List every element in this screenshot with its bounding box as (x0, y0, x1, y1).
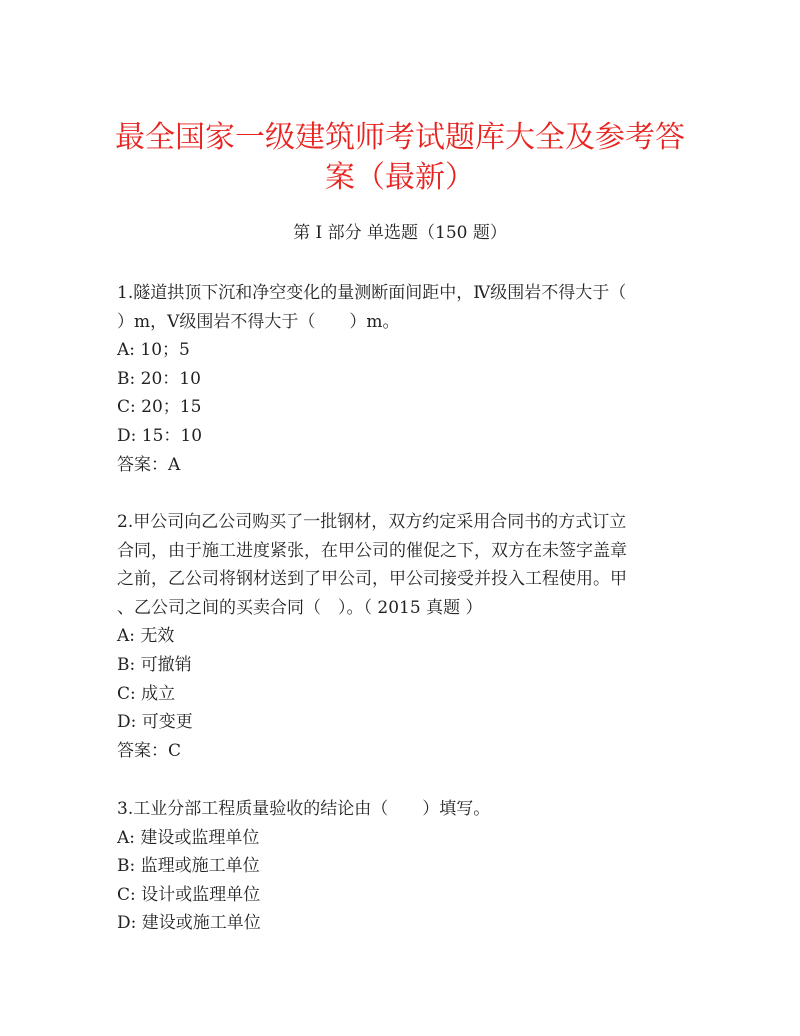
option-b: B: 可撤销 (117, 654, 192, 675)
option-b: B: 监理或施工单位 (117, 856, 260, 877)
option-b: B: 20：10 (117, 368, 201, 389)
question-3 (117, 795, 687, 938)
question-2 (117, 508, 687, 765)
option-a: A: 10；5 (117, 340, 190, 361)
section-heading: 第 I 部分 单选题（150 题） (293, 223, 507, 243)
question-1 (117, 279, 687, 479)
option-c: C: 20；15 (117, 397, 202, 418)
option-d: D: 15：10 (117, 425, 203, 446)
answer: 答案：C (117, 740, 182, 761)
option-d: D: 建设或施工单位 (117, 913, 261, 934)
stem-line: 之前，乙公司将钢材送到了甲公司，甲公司接受并投入工程使用。甲 (117, 569, 627, 590)
option-a: A: 无效 (117, 626, 175, 647)
stem-line: 1.隧道拱顶下沉和净空变化的量测断面间距中，Ⅳ级围岩不得大于（ (117, 283, 627, 303)
stem-line: 3.工业分部工程质量验收的结论由（ ）填写。 (117, 799, 491, 819)
stem-line: 、乙公司之间的买卖合同（ ）。（ 2015 真题 ） (117, 597, 483, 618)
question-stem (117, 508, 687, 622)
option-c: C: 设计或监理单位 (117, 884, 261, 905)
option-d: D: 可变更 (117, 712, 193, 733)
question-stem (117, 279, 687, 336)
stem-line: 合同，由于施工进度紧张，在甲公司的催促之下，双方在未签字盖章 (117, 540, 627, 561)
document-title (0, 118, 800, 198)
answer: 答案：A (117, 454, 181, 475)
option-c: C: 成立 (117, 683, 176, 704)
question-stem (117, 795, 687, 824)
title-line-2: 案（最新） (325, 160, 475, 195)
stem-line: 2.甲公司向乙公司购买了一批钢材，双方约定采用合同书的方式订立 (117, 512, 627, 532)
stem-line: ）m，Ⅴ级围岩不得大于（ ）m。 (117, 311, 400, 332)
option-a: A: 建设或监理单位 (117, 827, 260, 848)
title-line-1: 最全国家一级建筑师考试题库大全及参考答 (115, 120, 685, 155)
